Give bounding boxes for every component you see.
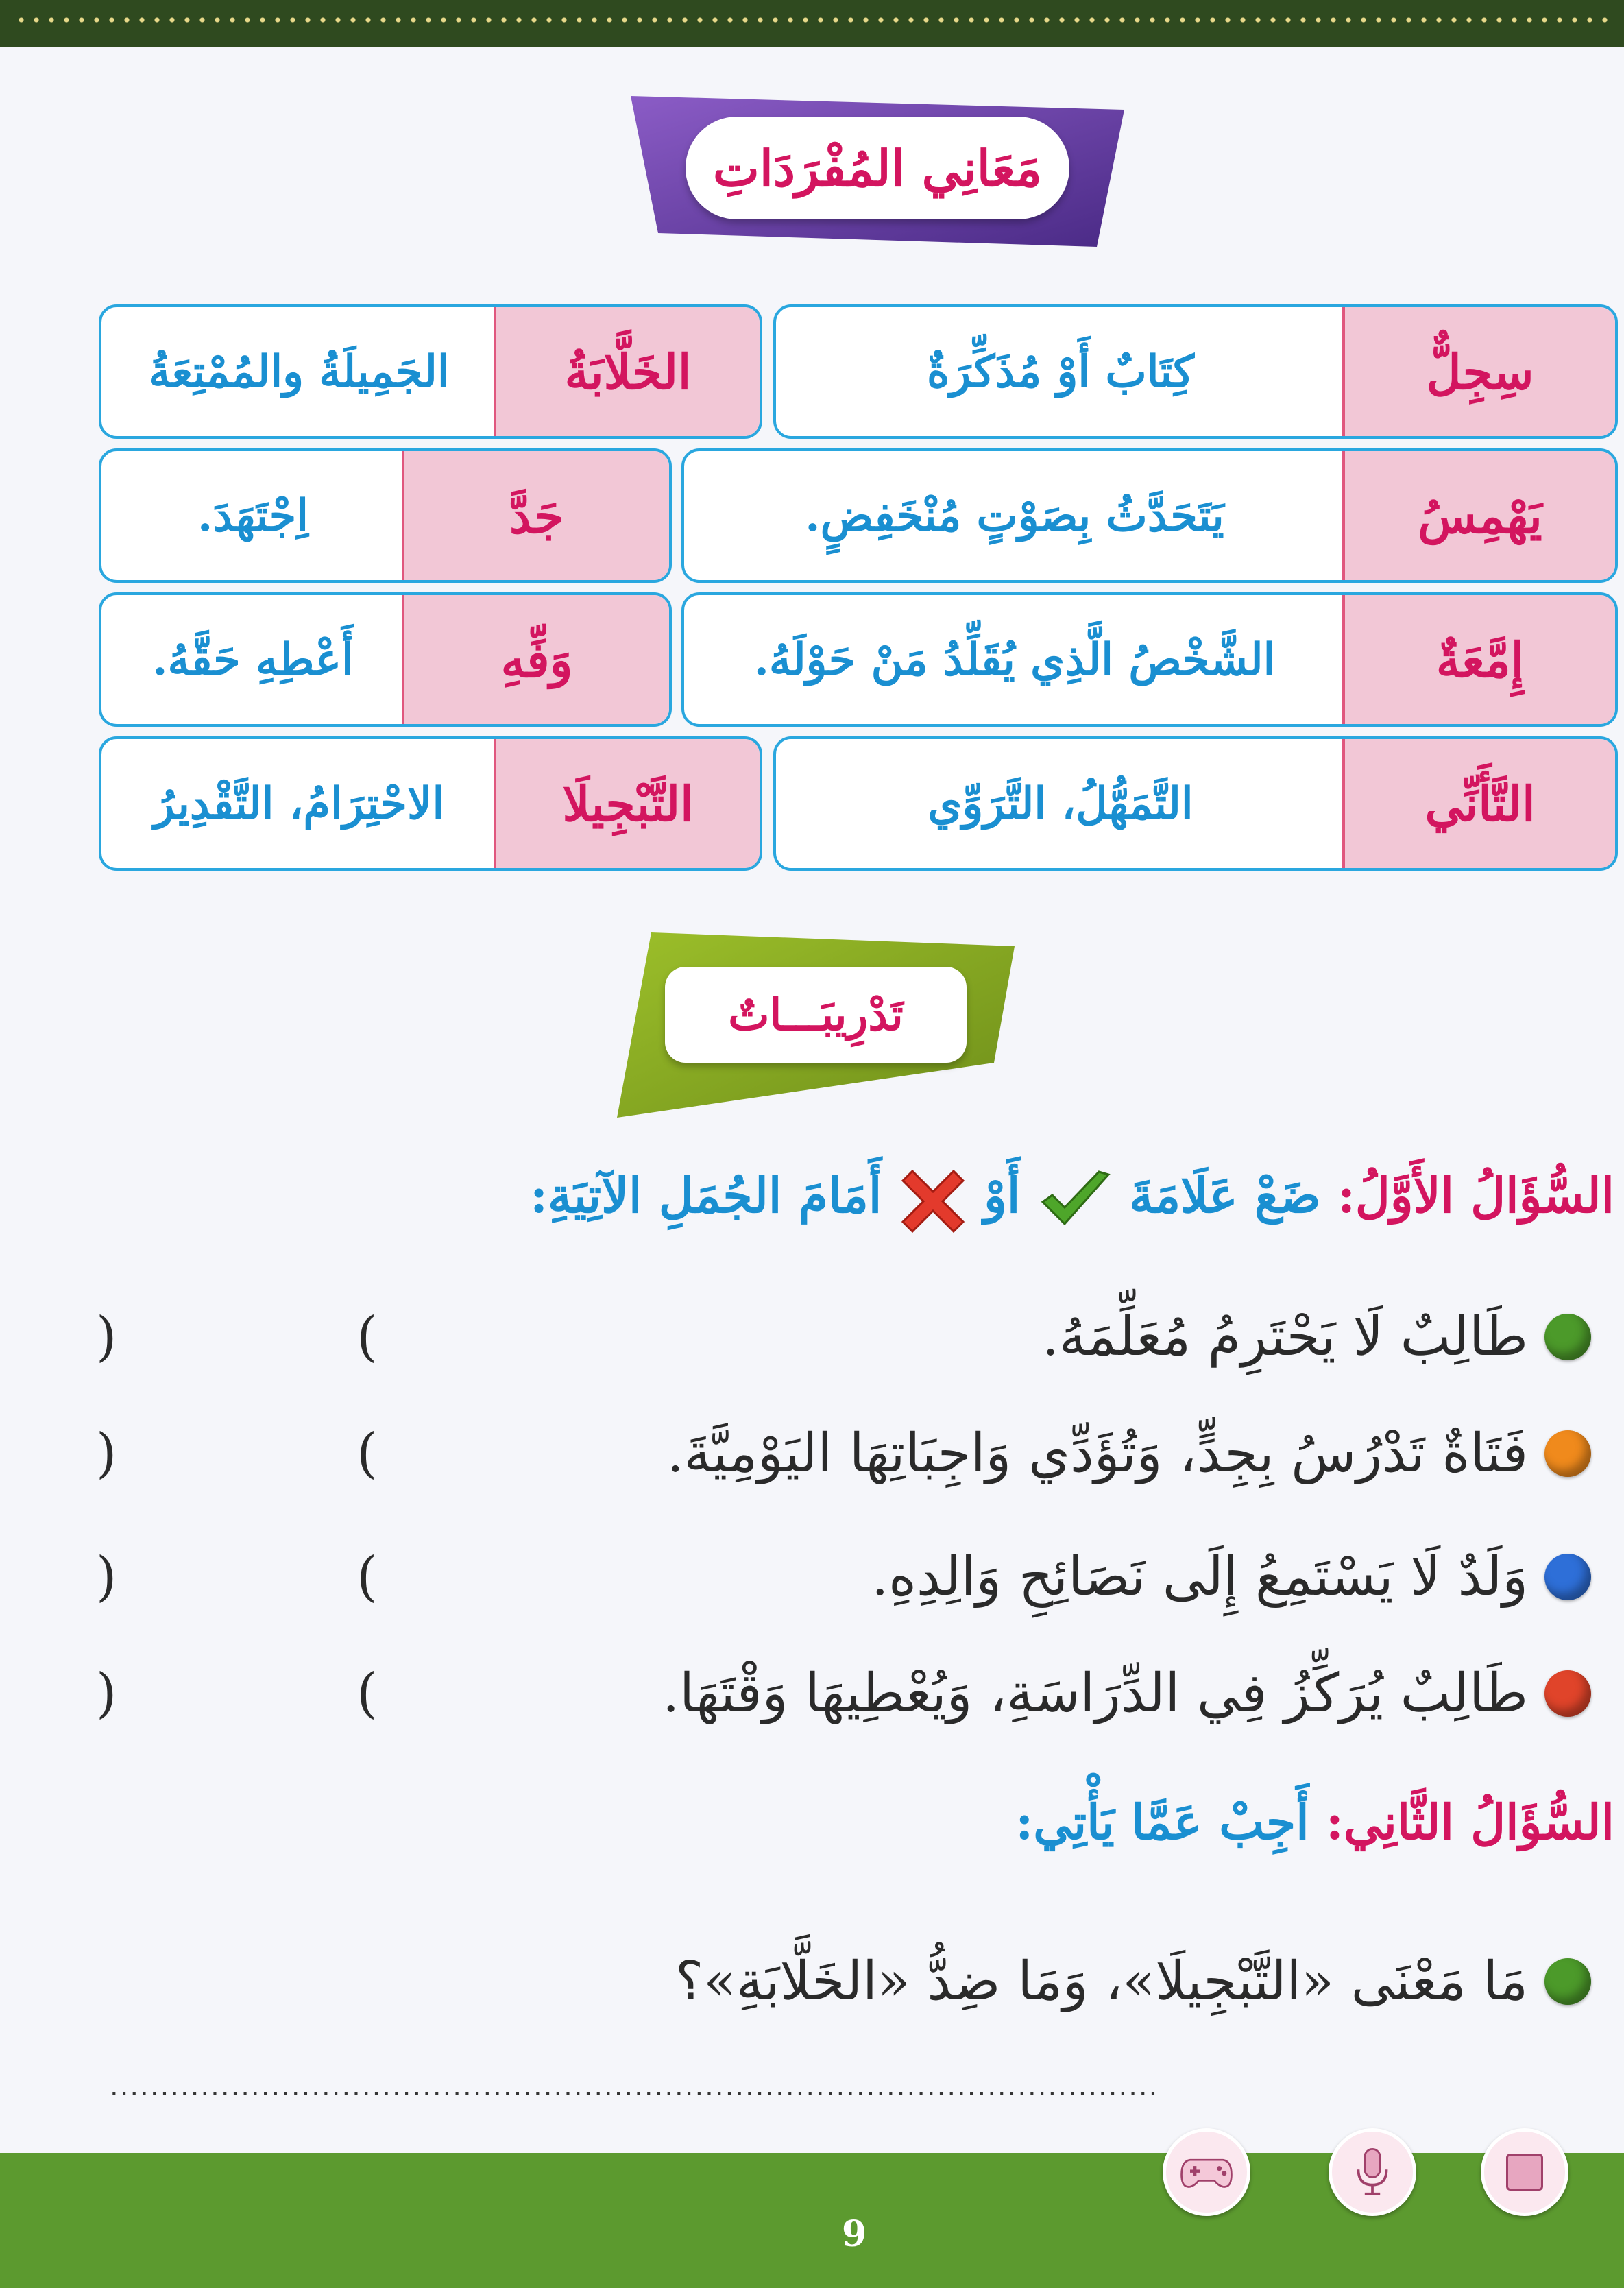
- vocab-meaning: التَّمَهُّلُ، التَّرَوِّي: [928, 778, 1193, 830]
- item-text: فَتَاةٌ تَدْرُسُ بِجِدٍّ، وَتُؤَدِّي وَاجِبَاتِهَا اليَوْمِيَّةَ.: [666, 1423, 1528, 1484]
- question-2-item: [96, 1934, 1528, 2030]
- microphone-icon: [1353, 2146, 1392, 2198]
- vocab-row-2: [0, 448, 1624, 586]
- vocab-card: [773, 736, 1618, 871]
- answer-paren-open: (: [356, 1546, 378, 1608]
- item-text: مَا مَعْنَى «التَّبْجِيلَا»، وَمَا ضِدُّ «الخَلَّابَةِ»؟: [675, 1951, 1528, 2012]
- bullet-icon: [1544, 1670, 1591, 1717]
- question-1-item: [96, 1289, 1528, 1385]
- stop-icon: [1506, 2154, 1543, 2191]
- answer-line: ........................................................................................................: [110, 2071, 1159, 2102]
- question-2-label: السُّؤَالُ الثَّانِي:: [1326, 1794, 1614, 1851]
- question-2-instruction: أَجِبْ عَمَّا يَأْتِي:: [1015, 1794, 1309, 1851]
- microphone-button[interactable]: [1329, 2128, 1416, 2216]
- vocab-row-4: [0, 736, 1624, 874]
- vocab-card: [681, 592, 1618, 727]
- question-1-title: [530, 1166, 1614, 1234]
- vocab-word: التَّأَنِّي: [1342, 739, 1615, 868]
- question-1-label: السُّؤَالُ الأَوَّلُ:: [1337, 1167, 1614, 1224]
- exercises-title-pill: [665, 967, 967, 1063]
- item-text: طَالِبٌ يُرَكِّزُ فِي الدِّرَاسَةِ، وَيُعْطِيهَا وَقْتَهَا.: [662, 1663, 1528, 1724]
- question-1-item: [96, 1406, 1528, 1502]
- exercises-banner: [603, 919, 1028, 1124]
- item-text: وَلَدٌ لَا يَسْتَمِعُ إِلَى نَصَائِحِ وَالِدِهِ.: [871, 1546, 1528, 1608]
- answer-paren-close: ): [96, 1423, 117, 1484]
- vocab-word: يَهْمِسُ: [1342, 451, 1615, 580]
- vocab-card: [99, 448, 672, 583]
- question-1-item: [96, 1529, 1528, 1625]
- vocab-card: [99, 736, 762, 871]
- vocab-word: إِمَّعَةٌ: [1342, 595, 1615, 724]
- vocab-card: [681, 448, 1618, 583]
- bullet-icon: [1544, 1430, 1591, 1477]
- gamepad-icon: [1179, 2154, 1234, 2191]
- vocab-word: جَدَّ: [402, 451, 669, 580]
- dotted-border: [14, 16, 1610, 23]
- answer-paren-close: ): [96, 1306, 117, 1368]
- answer-paren-close: ): [96, 1546, 117, 1608]
- vocab-word: وَفِّهِ: [402, 595, 669, 724]
- answer-paren-open: (: [356, 1423, 378, 1484]
- check-icon: [1037, 1169, 1113, 1231]
- question-1-instruction-c: أَمَامَ الجُمَلِ الآتِيَةِ:: [530, 1167, 882, 1224]
- item-text: طَالِبٌ لَا يَحْتَرِمُ مُعَلِّمَهُ.: [1042, 1306, 1528, 1368]
- vocab-word: سِجِلٌّ: [1342, 307, 1615, 436]
- vocab-word: الخَلَّابَةُ: [494, 307, 760, 436]
- question-2-title: [1015, 1794, 1614, 1851]
- question-1-instruction-b: أَوْ: [984, 1167, 1021, 1224]
- vocab-card: [99, 304, 762, 439]
- vocab-meaning: الاحْتِرَامُ، التَّقْدِيرُ: [153, 778, 445, 830]
- vocab-card: [99, 592, 672, 727]
- game-button[interactable]: [1163, 2128, 1250, 2216]
- answer-paren-open: (: [356, 1306, 378, 1368]
- vocab-word: التَّبْجِيلَا: [494, 739, 760, 868]
- question-1-item: [96, 1646, 1528, 1742]
- vocab-title-pill: [686, 117, 1069, 219]
- vocab-meaning: اِجْتَهَدَ.: [197, 490, 309, 542]
- vocab-meaning: أَعْطِهِ حَقَّهُ.: [152, 634, 354, 686]
- exercises-title: تَدْرِيبَـــاتٌ: [728, 989, 904, 1041]
- vocab-meaning: الجَمِيلَةُ والمُمْتِعَةُ: [148, 346, 450, 398]
- bullet-icon: [1544, 1958, 1591, 2005]
- vocab-banner: [617, 82, 1138, 254]
- vocab-meaning: يَتَحَدَّثُ بِصَوْتٍ مُنْخَفِضٍ.: [805, 490, 1224, 542]
- vocab-title: مَعَانِي المُفْرَدَاتِ: [713, 139, 1042, 197]
- answer-paren-close: ): [96, 1663, 117, 1724]
- footer-bar: [0, 2153, 1624, 2288]
- cross-icon: [899, 1166, 967, 1234]
- page-number: 9: [842, 2213, 867, 2255]
- question-1-instruction-a: ضَعْ عَلَامَةَ: [1129, 1167, 1321, 1224]
- answer-paren-open: (: [356, 1663, 378, 1724]
- vocab-card: [773, 304, 1618, 439]
- vocab-row-1: [0, 304, 1624, 442]
- top-bar: [0, 0, 1624, 47]
- stop-button[interactable]: [1481, 2128, 1568, 2216]
- bullet-icon: [1544, 1314, 1591, 1360]
- vocab-meaning: الشَّخْصُ الَّذِي يُقَلِّدُ مَنْ حَوْلَهُ.: [753, 634, 1276, 686]
- vocab-meaning: كِتَابٌ أَوْ مُذَكِّرَةٌ: [927, 346, 1194, 398]
- bullet-icon: [1544, 1554, 1591, 1600]
- vocab-row-3: [0, 592, 1624, 730]
